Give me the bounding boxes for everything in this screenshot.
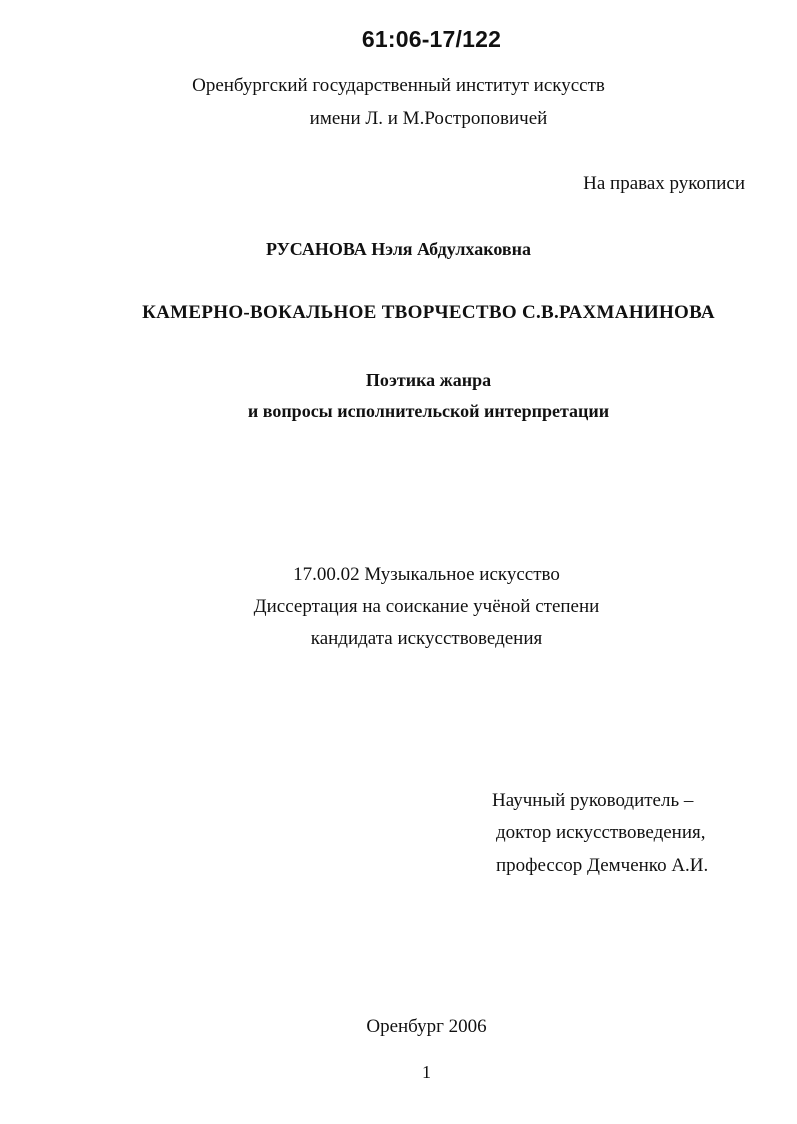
specialty-code: 17.00.02 Музыкальное искусство (293, 564, 560, 585)
archive-stamp: 61:06-17/122 (361, 26, 502, 52)
degree-field: кандидата искусствоведения (310, 628, 543, 649)
subtitle-line-1: Поэтика жанра (365, 370, 492, 390)
dissertation-title: КАМЕРНО-ВОКАЛЬНОЕ ТВОРЧЕСТВО С.В.РАХМАНИНОВА (142, 302, 715, 323)
page-number: 1 (422, 1062, 431, 1082)
advisor-label: Научный руководитель – (492, 790, 694, 811)
degree-statement: Диссертация на соискание учёной степени (253, 596, 600, 617)
institution-line-1: Оренбургский государственный институт искусств (192, 75, 605, 96)
institution-line-2: имени Л. и М.Ростроповичей (309, 108, 548, 129)
advisor-name: профессор Демченко А.И. (496, 855, 709, 876)
advisor-degree: доктор искусствоведения, (496, 822, 706, 843)
author-name: РУСАНОВА Нэля Абдулхаковна (266, 239, 531, 259)
subtitle-line-2: и вопросы исполнительской интерпретации (247, 401, 610, 421)
place-year: Оренбург 2006 (366, 1016, 487, 1037)
rights-notice: На правах рукописи (583, 173, 745, 194)
